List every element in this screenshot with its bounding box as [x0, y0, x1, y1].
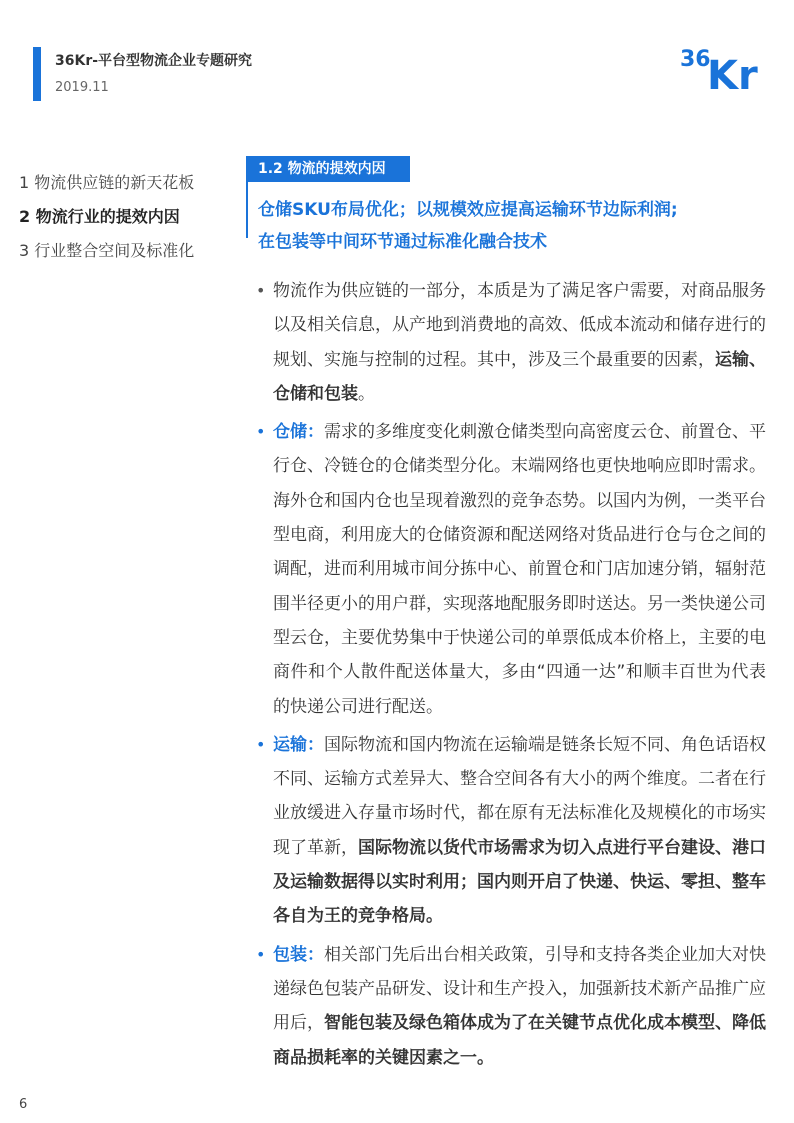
bullet-dot-icon: •: [256, 281, 266, 300]
logo-36kr: [680, 44, 762, 92]
report-date: 2019.11: [55, 80, 109, 95]
intro-tail: 。: [358, 383, 375, 404]
toc-item-1[interactable]: 1 物流供应链的新天花板: [19, 173, 195, 192]
transport-keyword: 运输：: [273, 734, 324, 755]
paragraph-packaging: [256, 938, 766, 1075]
packaging-keyword: 包装：: [273, 944, 324, 965]
headline-line-2: 在包装等中间环节通过标准化融合技术: [258, 232, 547, 252]
transport-text: 国际物流和国内物流在运输端是链条长短不同、角色话语权不同、运输方式差异大、整合空间各有大小的两个维度。二者在行业放缓进入存量市场时代，都在原有无法标准化及规模化的市场实现了革新，: [273, 734, 766, 858]
bullet-dot-icon: •: [256, 944, 266, 964]
transport-bold: 国际物流以货代市场需求为切入点进行平台建设、港口及运输数据得以实时利用；国内则开启了快递、快运、零担、整车各自为王的竞争格局。: [273, 837, 766, 927]
paragraph-intro: [256, 274, 766, 411]
header-accent-bar: [33, 47, 41, 101]
toc-item-3[interactable]: 3 行业整合空间及标准化: [19, 241, 195, 260]
section-tag: 1.2 物流的提效内因: [248, 156, 410, 182]
storage-keyword: 仓储：: [273, 422, 324, 443]
intro-text: 物流作为供应链的一部分，本质是为了满足客户需要，对商品服务以及相关信息，从产地到消费地的高效、低成本流动和储存进行的规划、实施与控制的过程。其中，涉及三个最重要的因素，: [273, 281, 766, 370]
table-of-contents: [19, 166, 194, 268]
bullet-dot-icon: •: [256, 422, 266, 442]
section-headline: [258, 194, 778, 258]
page-number: 6: [19, 1097, 28, 1112]
bullet-dot-icon: •: [256, 734, 266, 754]
paragraph-transport: [256, 728, 766, 934]
headline-line-1: 仓储SKU布局优化；以规模效应提高运输环节边际利润;: [258, 200, 678, 220]
logo-text-36: 36: [680, 47, 711, 72]
packaging-bold: 智能包装及绿色箱体成为了在关键节点优化成本模型、降低商品损耗率的关键因素之一。: [273, 1013, 766, 1068]
paragraph-storage: [256, 415, 766, 724]
storage-text: 需求的多维度变化刺激仓储类型向高密度云仓、前置仓、平行仓、冷链仓的仓储类型分化。末端网络也更快地响应即时需求。海外仓和国内仓也呈现着激烈的竞争态势。以国内为例，一类平台型电商，利用庞大的仓储资源和配送网络对货品进行仓与仓之间的调配，进而利用城市间分拣中心、前置仓和门店加速分销，辐射范围半径更小的用户群，实现落地配服务即时送达。另一类快递公司型云仓，主要优势集中于快递公司的单票低成本价格上，主要的电商件和个人散件配送体量大，多由“四通一达”和顺丰百世为代表的快递公司进行配送。: [273, 422, 766, 717]
logo-text-kr: Kr: [707, 53, 758, 92]
body-content: [256, 274, 766, 1079]
packaging-text: 相关部门先后出台相关政策，引导和支持各类企业加大对快递绿色包装产品研发、设计和生产投入，加强新技术新产品推广应用后，: [273, 944, 766, 1034]
report-title: 36Kr-平台型物流企业专题研究: [55, 53, 253, 69]
intro-bold: 运输、仓储和包装: [273, 349, 766, 404]
toc-item-2[interactable]: 2 物流行业的提效内因: [19, 207, 180, 226]
